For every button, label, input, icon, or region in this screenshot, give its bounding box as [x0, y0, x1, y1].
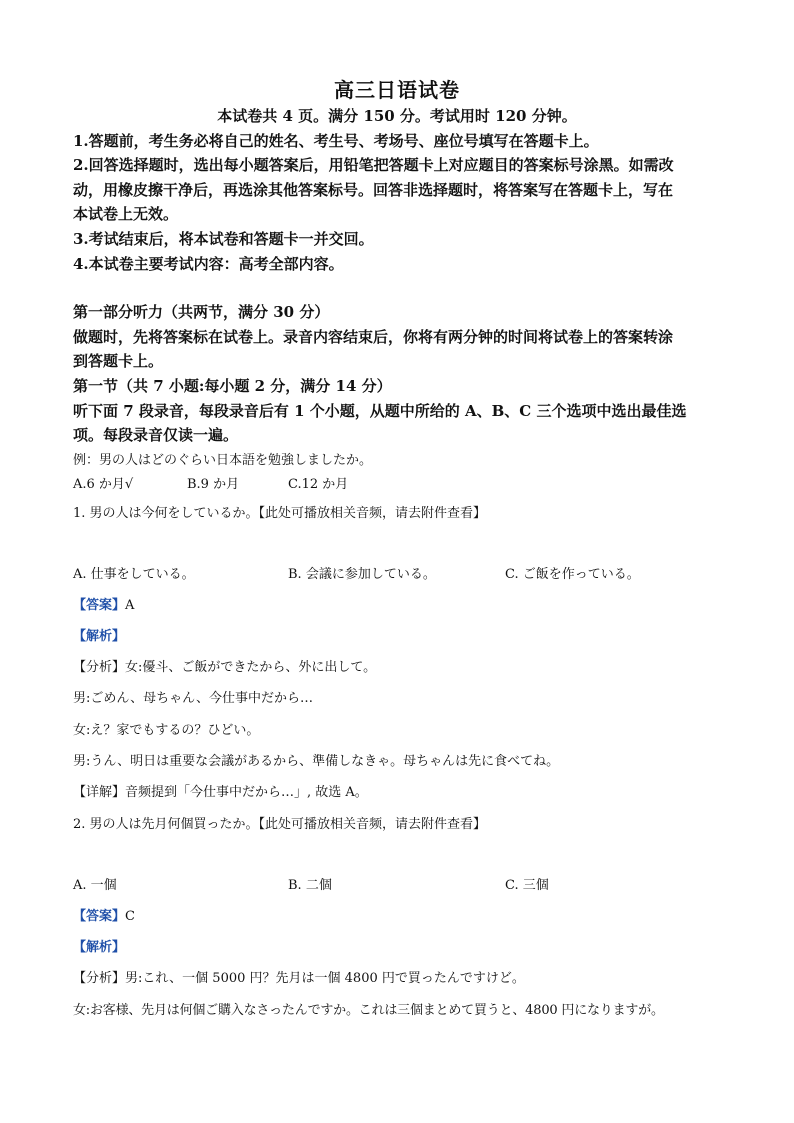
- q1-dialogue-1: [73, 658, 723, 678]
- instruction-1: 1.答题前，考生务必将自己的姓名、考生号、考场号、座位号填写在答题卡上。: [73, 132, 599, 150]
- q2-option-a: A. 一個: [73, 878, 117, 893]
- q2-answer-value: C: [125, 909, 135, 924]
- section1-desc-1: 听下面 7 段录音，每段录音后有 1 个小题，从题中所给的 A、B、C 三个选项中选出最佳选: [73, 402, 687, 420]
- q2-option-c: C. 三個: [505, 878, 549, 893]
- q1-detail-text: 音频提到「今仕事中だから…」, 故选 A。: [125, 785, 368, 800]
- part1-desc-2: 到答题卡上。: [73, 352, 164, 370]
- section1-heading: 第一节（共 7 小题:每小题 2 分，满分 14 分）: [73, 377, 392, 395]
- q2-dialogue-line-1: 男:これ、一個 5000 円？先月は一個 4800 円で買ったんですけど。: [125, 971, 525, 986]
- q1-detail: [73, 783, 723, 803]
- q1-answer-tag: 【答案】: [73, 598, 126, 613]
- q2-dialogue-2: 女:お客様、先月は何個ご購入なさったんですか。これは三個まとめて買うと、4800 円になりますが。: [73, 1003, 664, 1018]
- section1-desc-2: 项。每段录音仅读一遍。: [73, 426, 239, 444]
- q1-option-a: A. 仕事をしている。: [73, 567, 195, 582]
- q1-option-c: C. ご飯を作っている。: [505, 567, 640, 582]
- q2-analysis-tag: [73, 938, 723, 958]
- part1-desc-1: 做题时，先将答案标在试卷上。录音内容结束后，你将有两分钟的时间将试卷上的答案转涂: [73, 328, 674, 346]
- q1-dialogue-2: 男:ごめん、母ちゃん、今仕事中だから…: [73, 691, 313, 706]
- q1-dialogue-line-1: 女:優斗、ご飯ができたから、外に出して。: [125, 660, 377, 675]
- example-option-c: C.12 か月: [288, 477, 349, 492]
- instruction-2b: 动，用橡皮擦干净后，再选涂其他答案标号。回答非选择题时，将答案写在答题卡上，写在: [73, 181, 674, 199]
- q1-answer: [73, 596, 723, 616]
- q1-analysis-tag: [73, 627, 723, 647]
- q2-analysis-label: 【解析】: [73, 940, 126, 955]
- q2-option-b: B. 二個: [288, 878, 332, 893]
- q1-dialogue-3: 女:え？家でもするの？ひどい。: [73, 723, 260, 738]
- example-option-a: A.6 か月√: [73, 477, 134, 492]
- example-option-b: B.9 か月: [187, 477, 240, 492]
- q2-stem: 2. 男の人は先月何個買ったか。【此处可播放相关音频，请去附件查看】: [73, 817, 487, 832]
- instruction-2c: 本试卷上无效。: [73, 205, 179, 223]
- q2-fenxi-label: 【分析】: [73, 971, 126, 986]
- instruction-4: 4.本试卷主要考试内容：高考全部内容。: [73, 255, 344, 273]
- q1-answer-value: A: [125, 598, 135, 613]
- exam-subtitle: 本试卷共 4 页。满分 150 分。考试用时 120 分钟。: [217, 107, 577, 125]
- q1-analysis-label: 【解析】: [73, 629, 126, 644]
- instruction-3: 3.考试结束后，将本试卷和答题卡一并交回。: [73, 230, 374, 248]
- instruction-2a: 2.回答选择题时，选出每小题答案后，用铅笔把答题卡上对应题目的答案标号涂黑。如需改: [73, 156, 674, 174]
- q1-dialogue-4: 男:うん、明日は重要な会議があるから、準備しなきゃ。母ちゃんは先に食べてね。: [73, 754, 560, 769]
- q1-fenxi-label: 【分析】: [73, 660, 126, 675]
- q2-dialogue-1: [73, 969, 723, 989]
- part1-heading: 第一部分听力（共两节，满分 30 分）: [73, 303, 330, 321]
- q2-answer-tag: 【答案】: [73, 909, 126, 924]
- q1-stem: 1. 男の人は今何をしているか。【此处可播放相关音频，请去附件查看】: [73, 506, 487, 521]
- example-question: 例：男の人はどのぐらい日本語を勉強しましたか。: [73, 453, 373, 468]
- q2-answer: [73, 907, 723, 927]
- q1-detail-label: 【详解】: [73, 785, 126, 800]
- page-title: 高三日语试卷: [334, 78, 460, 102]
- q1-option-b: B. 会議に参加している。: [288, 567, 436, 582]
